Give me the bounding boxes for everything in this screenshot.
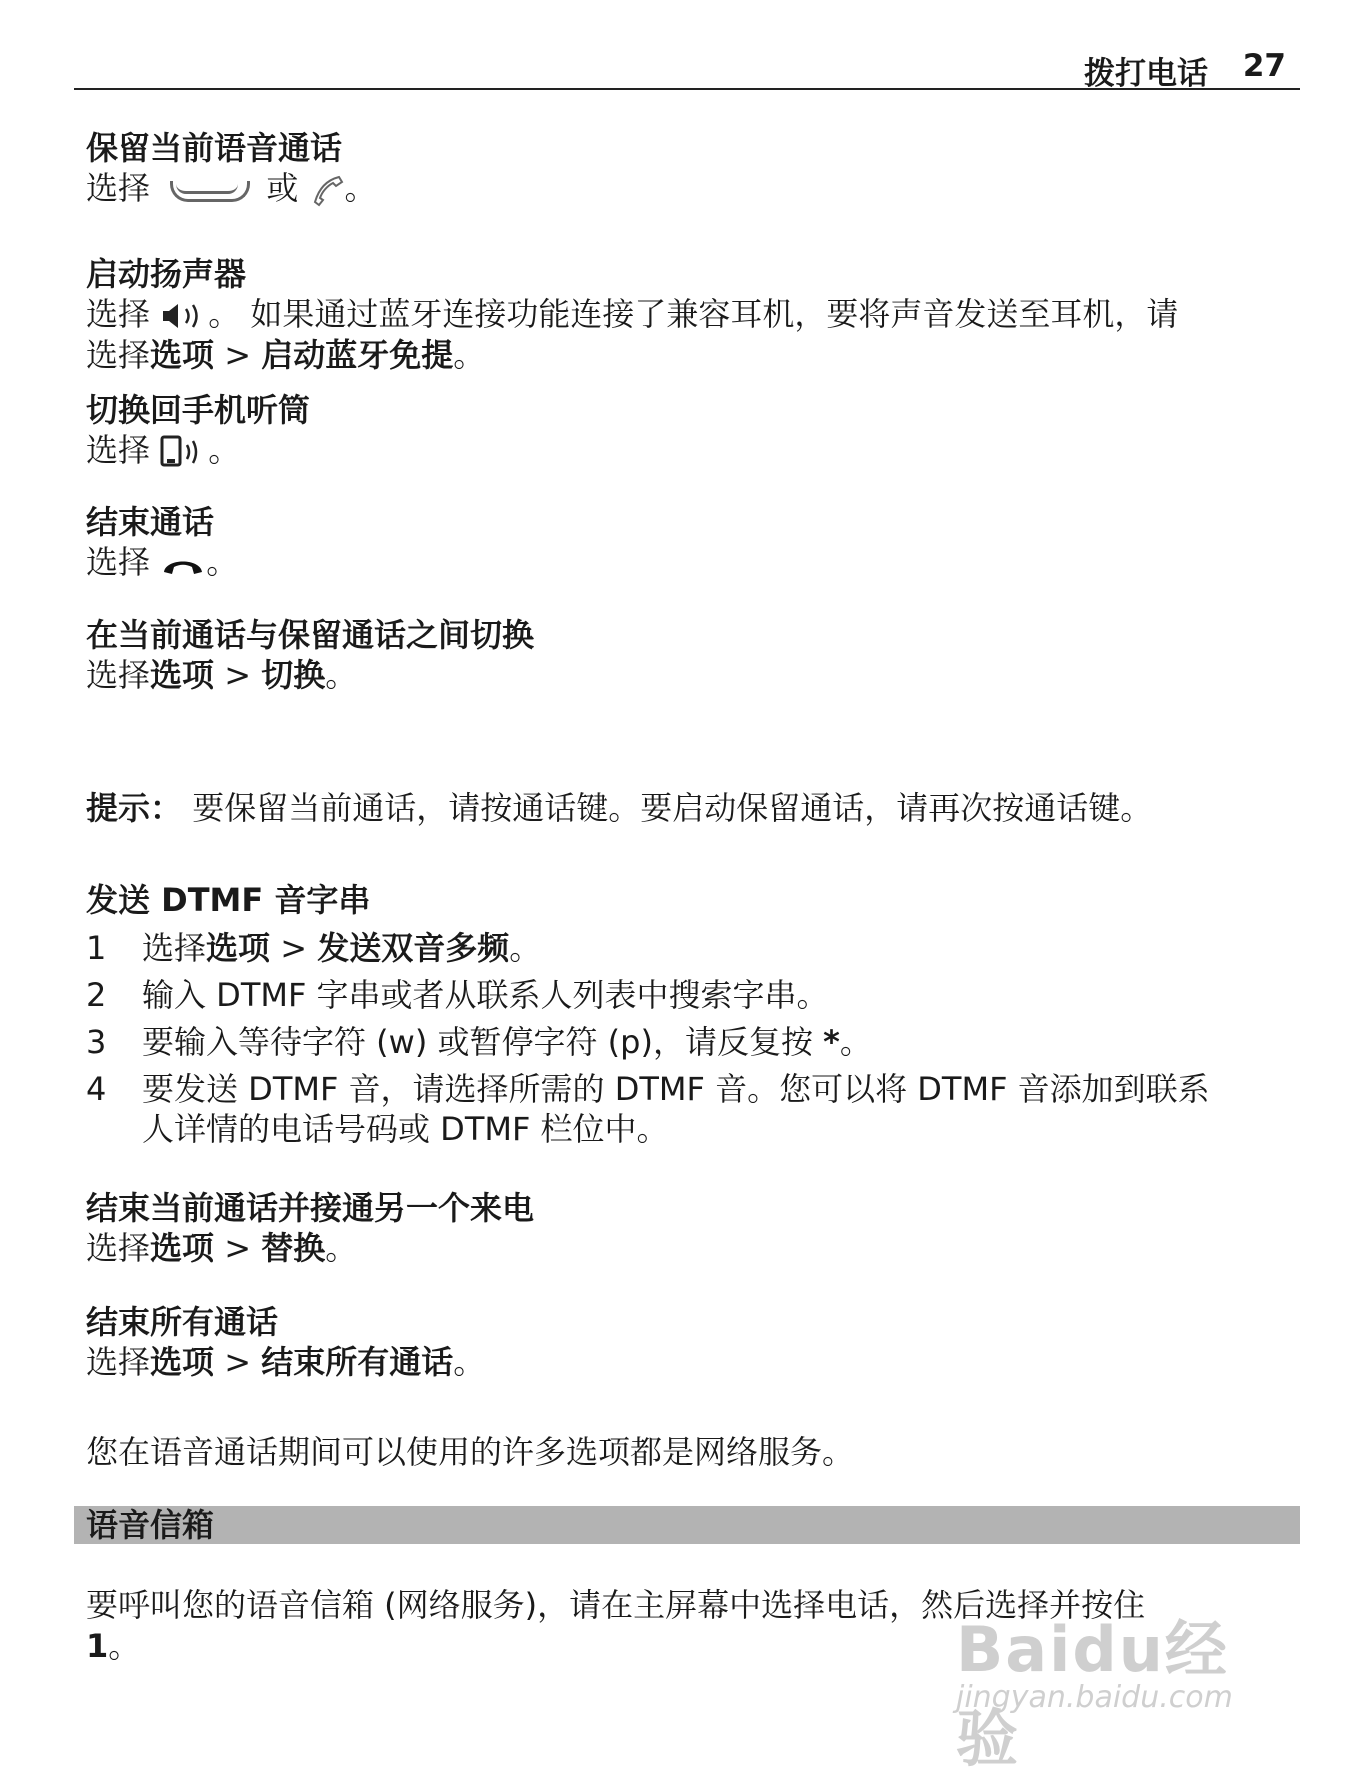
- watermark-main: Baidu经验: [956, 1613, 1229, 1775]
- tip: [86, 788, 1296, 829]
- section-heading: 结束当前通话并接通另一个来电: [86, 1189, 535, 1227]
- speaker-icon: [160, 300, 208, 332]
- menu-option-options: 选项: [150, 1343, 215, 1381]
- section-swap: [86, 1188, 1296, 1269]
- menu-option-options: 选项: [206, 929, 271, 967]
- section-body: 选择选项 > 切换。: [86, 656, 358, 694]
- section-heading: 结束通话: [86, 503, 215, 541]
- section-heading: 在当前通话与保留通话之间切换: [86, 616, 535, 654]
- section-end-call: [86, 502, 1296, 583]
- menu-option-options: 选项: [150, 336, 215, 374]
- list-item: 4 要发送 DTMF 音，请选择所需的 DTMF 音。您可以将 DTMF 音添加到联系 人详情的电话号码或 DTMF 栏位中。: [86, 1070, 1210, 1148]
- section-body: 选择 或 。: [86, 169, 377, 207]
- section-heading: 启动扬声器: [86, 255, 247, 293]
- section-body: 选择 。 如果通过蓝牙连接功能连接了兼容耳机，要将声音发送至耳机，请: [86, 295, 1179, 333]
- tip-label: 提示：: [86, 789, 183, 827]
- chapter-title: 拨打电话: [1084, 56, 1208, 92]
- section-dtmf: [86, 880, 1296, 1156]
- menu-command: 替换: [261, 1229, 326, 1267]
- key-label: *: [823, 1023, 840, 1061]
- menu-command: 切换: [261, 656, 326, 694]
- running-header: [74, 40, 1300, 90]
- phone-earpiece-icon: [160, 435, 208, 469]
- network-note: 您在语音通话期间可以使用的许多选项都是网络服务。: [86, 1433, 855, 1471]
- menu-option-options: 选项: [150, 656, 215, 694]
- section-heading: 切换回手机听筒: [86, 391, 311, 429]
- section-heading: 保留当前语音通话: [86, 129, 343, 167]
- menu-command: 结束所有通话: [261, 1343, 454, 1381]
- steps-list: [86, 928, 1296, 1149]
- section-handset: [86, 390, 1296, 471]
- section-body: 选择 。: [86, 431, 241, 469]
- list-item: 2 输入 DTMF 字串或者从联系人列表中搜索字串。: [86, 976, 829, 1014]
- list-item: 3 要输入等待字符 (w) 或暂停字符 (p)，请反复按 *。: [86, 1023, 872, 1061]
- key-label: 1: [86, 1627, 109, 1665]
- section-loudspeaker: [86, 254, 1296, 376]
- menu-command: 启动蓝牙免提: [261, 336, 454, 374]
- hold-icon: [168, 175, 248, 205]
- section-switch-calls: [86, 615, 1296, 696]
- section-title: 语音信箱: [86, 1506, 215, 1544]
- page-number: 27: [1242, 48, 1286, 84]
- tip-text: 要保留当前通话，请按通话键。要启动保留通话，请再次按通话键。: [182, 789, 1153, 827]
- section-body-line2: 选择选项 > 启动蓝牙免提。: [86, 336, 486, 374]
- section-hold-call: [86, 128, 1296, 209]
- voicemail-body: 要呼叫您的语音信箱 (网络服务)，请在主屏幕中选择电话，然后选择并按住 1。: [86, 1586, 1146, 1665]
- end-call-icon: [160, 550, 206, 578]
- section-end-all: [86, 1302, 1296, 1383]
- section-body: 选择选项 > 结束所有通话。: [86, 1343, 486, 1381]
- section-heading: 发送 DTMF 音字串: [86, 881, 371, 919]
- section-title-band: [74, 1506, 1300, 1544]
- handset-icon: [309, 172, 345, 208]
- menu-command: 发送双音多频: [317, 929, 510, 967]
- list-item: 1 选择选项 > 发送双音多频。: [86, 929, 542, 967]
- menu-option-options: 选项: [150, 1229, 215, 1267]
- section-heading: 结束所有通话: [86, 1303, 279, 1341]
- watermark-url: jingyan.baidu.com: [956, 1680, 1233, 1715]
- section-body: 选择选项 > 替换。: [86, 1229, 358, 1267]
- section-body: 选择 。: [86, 543, 239, 581]
